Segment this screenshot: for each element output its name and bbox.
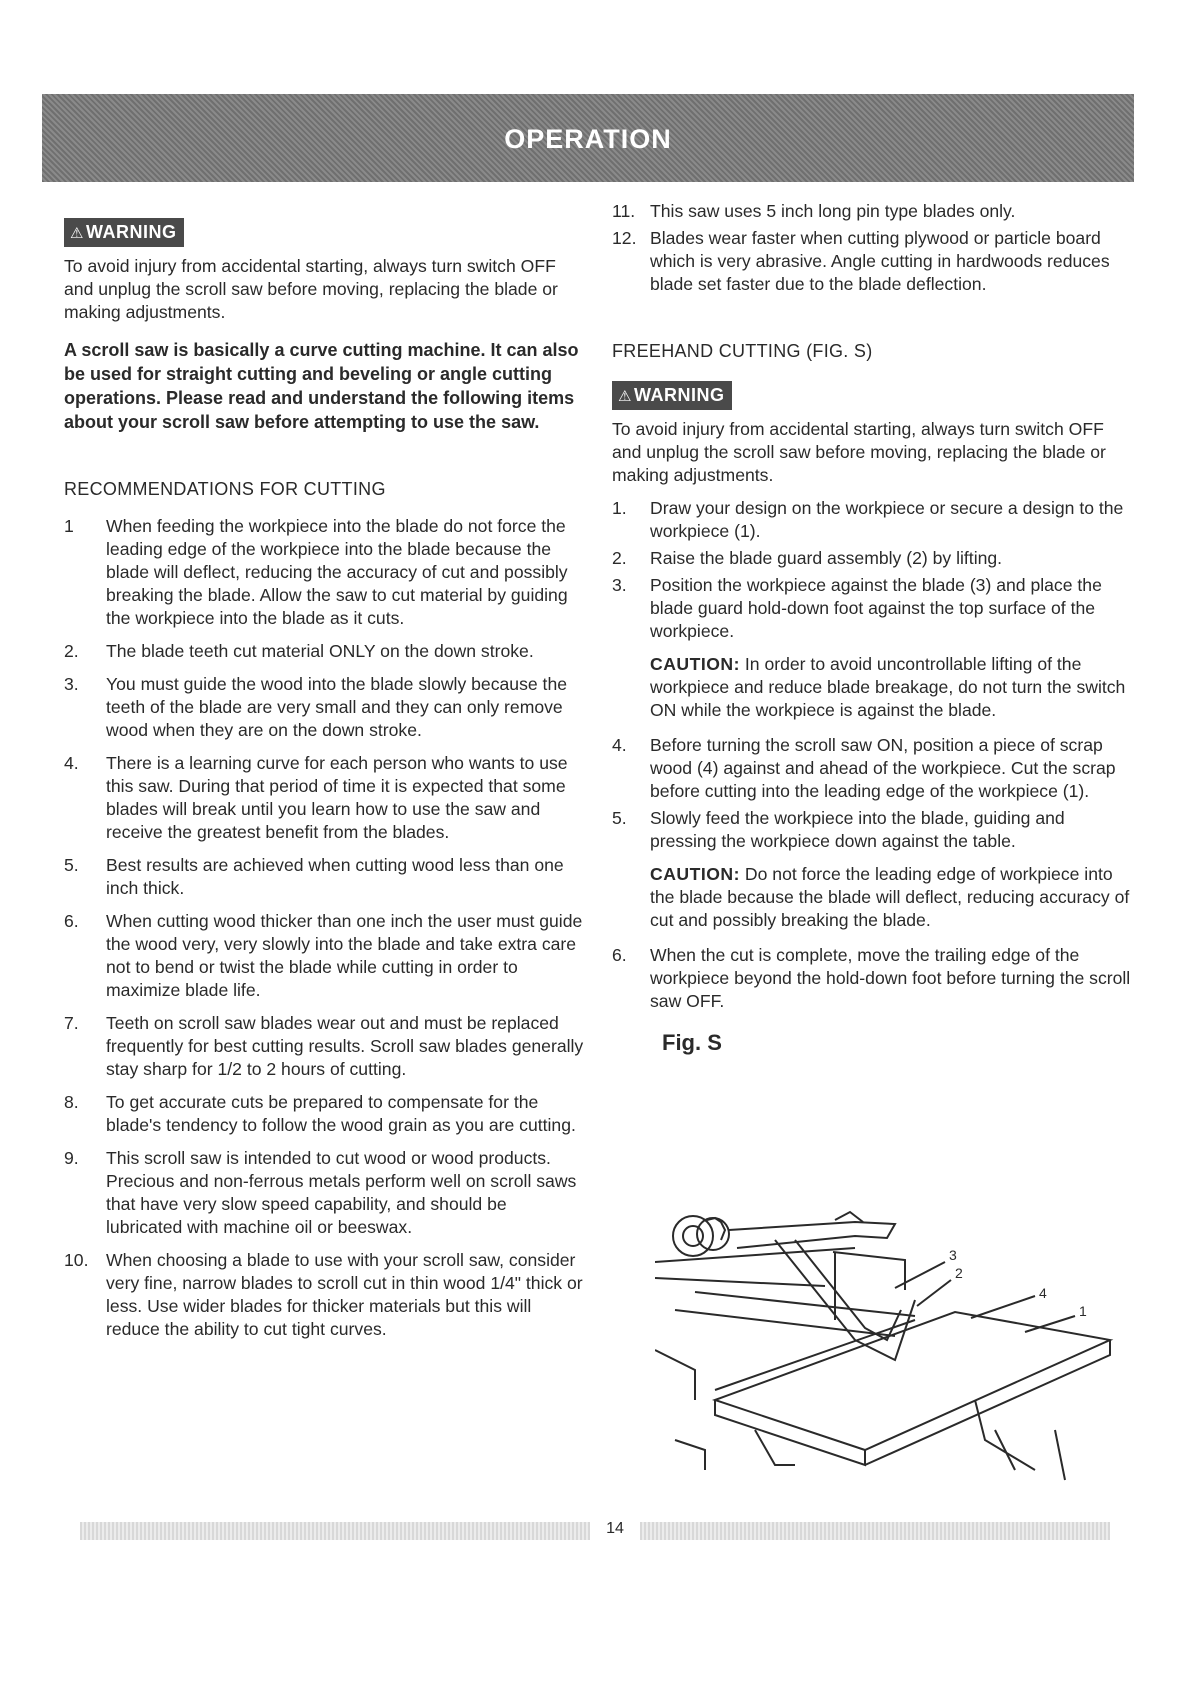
intro-paragraph: A scroll saw is basically a curve cutting machine. It can also be used for straight cutting and beveling or angle cutting operations. Please read and understand the following items about your scroll saw before attempting to use the saw.: [64, 340, 579, 432]
recommendations-list: [64, 515, 586, 1341]
freehand-steps: [612, 944, 1132, 1013]
callout-2: 2: [955, 1265, 963, 1281]
footer-band-left: [80, 1522, 590, 1540]
caution-note: CAUTION: In order to avoid uncontrollable lifting of the workpiece and reduce blade breakage, do not turn the switch ON while the workpiece is against the blade.: [650, 654, 1126, 720]
page-number: 14: [606, 1520, 624, 1537]
list-item: 2. Raise the blade guard assembly (2) by lifting.: [612, 548, 1003, 568]
freehand-steps: [612, 497, 1132, 643]
section-heading-recommendations: RECOMMENDATIONS FOR CUTTING: [64, 479, 386, 499]
list-item: 10. When choosing a blade to use with your scroll saw, consider very fine, narrow blades to scroll cut in thin wood 1/4" thick or less. Use wider blades for thicker materials but this will reduce the ability to cut tight curves.: [64, 1250, 583, 1339]
freehand-steps: [612, 734, 1132, 853]
figure-s-illustration: [655, 1200, 1125, 1490]
page-title: OPERATION: [504, 124, 672, 154]
list-item: 4. Before turning the scroll saw ON, position a piece of scrap wood (4) against and ahead of the workpiece. Cut the scrap before cutting into the leading edge of the workpiece (1).: [612, 735, 1116, 801]
callout-1: 1: [1079, 1303, 1087, 1319]
callout-4: 4: [1039, 1285, 1047, 1301]
callout-3: 3: [949, 1247, 957, 1263]
header-banner: [42, 94, 1134, 182]
warning-triangle-icon: ⚠: [618, 388, 632, 405]
list-item: 3. Position the workpiece against the blade (3) and place the blade guard hold-down foot against the top surface of the workpiece.: [612, 575, 1102, 641]
warning-badge: ⚠ WARNING: [612, 381, 732, 410]
figure-label: Fig. S: [662, 1030, 722, 1055]
left-column: [64, 200, 586, 1351]
list-item: 5. Best results are achieved when cutting wood less than one inch thick.: [64, 855, 564, 898]
list-continued: [612, 200, 1132, 296]
list-item: 1. Draw your design on the workpiece or secure a design to the workpiece (1).: [612, 498, 1124, 541]
list-item: 2. The blade teeth cut material ONLY on the down stroke.: [64, 641, 534, 661]
list-item: 8. To get accurate cuts be prepared to compensate for the blade's tendency to follow the wood grain as you are cutting.: [64, 1092, 576, 1135]
list-item: 9. This scroll saw is intended to cut wood or wood products. Precious and non-ferrous metals perform well on scroll saws that have very slow speed capability, and should be lubricated with machine oil or beeswax.: [64, 1148, 577, 1237]
warning-badge: ⚠ WARNING: [64, 218, 184, 247]
list-item: 1 When feeding the workpiece into the blade do not force the leading edge of the workpiece into the blade because the blade will deflect, reducing the accuracy of cut and possibly breaking the blade. Allow the saw to cut material by guiding the workpiece into the blade as it cuts.: [64, 516, 568, 628]
section-heading-freehand: FREEHAND CUTTING (FIG. S): [612, 341, 873, 361]
list-item: 5. Slowly feed the workpiece into the blade, guiding and pressing the workpiece down against the table.: [612, 808, 1065, 851]
list-item: 12. Blades wear faster when cutting plywood or particle board which is very abrasive. Angle cutting in hardwoods reduces blade set faster due to the blade deflection.: [612, 228, 1110, 294]
list-item: 3. You must guide the wood into the blade slowly because the teeth of the blade are very small and they can only remove wood when they are on the down stroke.: [64, 674, 568, 740]
list-item: 7. Teeth on scroll saw blades wear out and must be replaced frequently for best cutting results. Scroll saw blades generally stay sharp for 1/2 to 2 hours of cutting.: [64, 1013, 584, 1079]
list-item: 11. This saw uses 5 inch long pin type blades only.: [612, 201, 1016, 221]
list-item: 6. When the cut is complete, move the trailing edge of the workpiece beyond the hold-down foot before turning the scroll saw OFF.: [612, 945, 1131, 1011]
footer-band-right: [640, 1522, 1110, 1540]
warning-text: To avoid injury from accidental starting, always turn switch OFF and unplug the scroll saw before moving, replacing the blade or making adjustments.: [64, 256, 558, 322]
list-item: 6. When cutting wood thicker than one inch the user must guide the wood very, very slowly into the blade and take extra care not to bend or twist the blade while cutting in order to maximize blade life.: [64, 911, 583, 1000]
list-item: 4. There is a learning curve for each person who wants to use this saw. During that period of time it is expected that some blades will break until you learn how to use the saw and receive the greatest benefit from the blades.: [64, 753, 568, 842]
right-column: [612, 200, 1132, 1054]
tension-knob: [673, 1216, 713, 1256]
warning-triangle-icon: ⚠: [70, 225, 84, 242]
caution-note: CAUTION: Do not force the leading edge of workpiece into the blade because the blade will deflect, reducing accuracy of cut and possibly breaking the blade.: [650, 864, 1130, 930]
warning-text: To avoid injury from accidental starting, always turn switch OFF and unplug the scroll saw before moving, replacing the blade or making adjustments.: [612, 419, 1106, 485]
